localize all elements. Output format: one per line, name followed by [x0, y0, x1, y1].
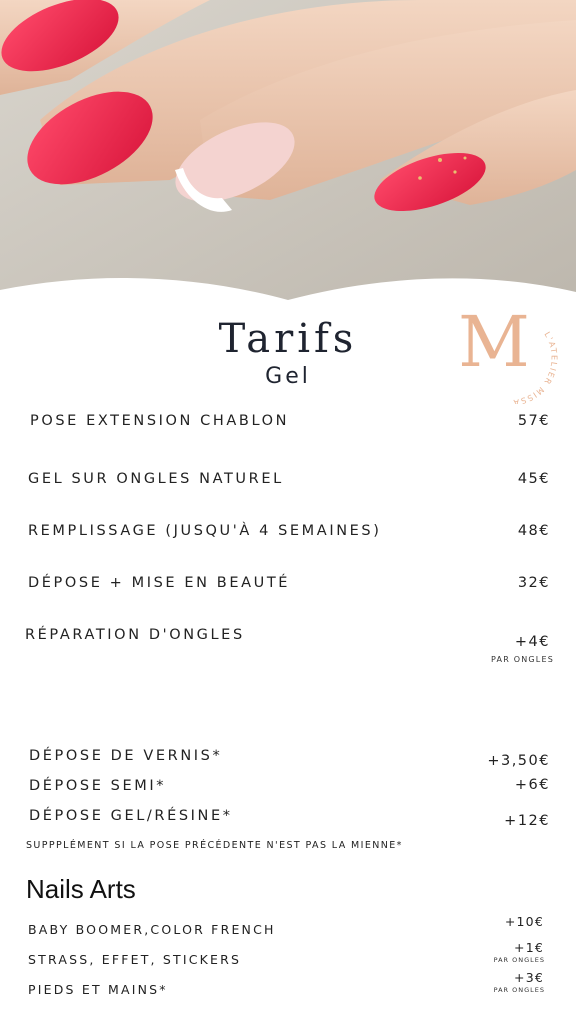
price-value-pose-extension: 57€: [517, 413, 550, 429]
price-note-reparation: PAR ONGLES: [491, 655, 554, 664]
supplement-footnote: SUPPPLÉMENT SI LA POSE PRÉCÉDENTE N'EST PAS LA MIENNE*: [26, 840, 403, 851]
art-price-strass: +1€: [514, 940, 544, 955]
art-note-strass: PAR ONGLES: [493, 956, 545, 964]
price-label-remplissage: REMPLISSAGE (JUSQU'À 4 SEMAINES): [28, 523, 382, 539]
hero-nails-photo: [0, 0, 576, 310]
art-price-baby-boomer: +10€: [504, 914, 544, 929]
art-label-baby-boomer: BABY BOOMER,COLOR FRENCH: [28, 922, 276, 937]
price-value-depose-semi: +6€: [514, 777, 550, 793]
price-label-depose-vernis: DÉPOSE DE VERNIS*: [29, 748, 223, 764]
logo-letter: M: [458, 301, 530, 383]
price-label-pose-extension: POSE EXTENSION CHABLON: [30, 413, 290, 429]
price-value-depose-vernis: +3,50€: [487, 753, 550, 769]
price-label-reparation: RÉPARATION D'ONGLES: [25, 627, 245, 643]
price-value-gel-naturel: 45€: [517, 471, 550, 487]
art-note-pieds-mains: PAR ONGLES: [493, 986, 545, 994]
logo-text: L'ATELIER MISSA: [511, 330, 559, 404]
price-value-depose-beaute: 32€: [517, 575, 550, 591]
price-label-depose-beaute: DÉPOSE + MISE EN BEAUTÉ: [28, 575, 291, 591]
price-label-gel-naturel: GEL SUR ONGLES NATUREL: [28, 471, 284, 487]
price-value-remplissage: 48€: [517, 523, 550, 539]
art-price-pieds-mains: +3€: [514, 970, 544, 985]
art-label-pieds-mains: PIEDS ET MAINS*: [28, 982, 168, 997]
price-value-reparation: +4€: [514, 634, 550, 650]
page-title: Tarifs: [218, 316, 358, 362]
art-label-strass: STRASS, EFFET, STICKERS: [28, 952, 242, 967]
price-label-depose-semi: DÉPOSE SEMI*: [29, 778, 167, 794]
brand-logo: [452, 300, 570, 404]
price-label-depose-gel: DÉPOSE GEL/RÉSINE*: [29, 808, 233, 824]
nail-arts-title: Nails Arts: [26, 874, 136, 904]
page-subtitle: Gel: [265, 364, 311, 389]
price-value-depose-gel: +12€: [504, 813, 550, 829]
